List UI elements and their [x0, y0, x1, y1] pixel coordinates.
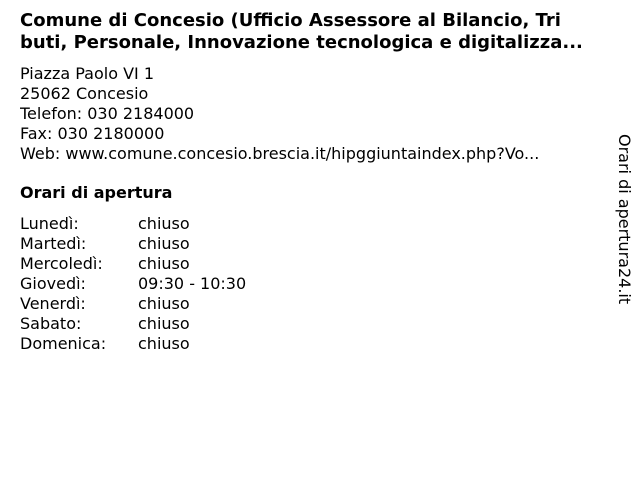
hours-row-monday — [20, 214, 246, 234]
site-brand-vertical: Orari di apertura24.it — [615, 134, 634, 305]
phone: Telefon: 030 2184000 — [20, 104, 195, 123]
day-label: Giovedì: — [20, 274, 86, 293]
day-label: Domenica: — [20, 334, 107, 353]
hours-row-thursday — [20, 274, 246, 294]
page-title-line-1: Comune di Concesio (Ufficio Assessore al Bilancio, Tri — [20, 10, 561, 31]
day-hours: 09:30 - 10:30 — [138, 274, 247, 293]
day-label: Martedì: — [20, 234, 87, 253]
address: Piazza Paolo VI 1 — [20, 64, 155, 83]
day-label: Mercoledì: — [20, 254, 103, 273]
opening-hours-table — [20, 214, 246, 354]
day-label: Lunedì: — [20, 214, 79, 233]
fax: Fax: 030 2180000 — [20, 124, 165, 143]
hours-row-saturday — [20, 314, 246, 334]
day-label: Venerdì: — [20, 294, 86, 313]
hours-row-sunday — [20, 334, 246, 354]
hours-row-tuesday — [20, 234, 246, 254]
day-hours: chiuso — [138, 234, 190, 253]
contact-info — [20, 64, 600, 164]
day-hours: chiuso — [138, 294, 190, 313]
day-hours: chiuso — [138, 314, 190, 333]
day-hours: chiuso — [138, 214, 190, 233]
page-title-line-2: buti, Personale, Innovazione tecnologica e digitalizza... — [20, 32, 583, 53]
hours-row-friday — [20, 294, 246, 314]
hours-row-wednesday — [20, 254, 246, 274]
day-label: Sabato: — [20, 314, 82, 333]
day-hours: chiuso — [138, 254, 190, 273]
postal-city: 25062 Concesio — [20, 84, 149, 103]
day-hours: chiuso — [138, 334, 190, 353]
opening-hours-heading: Orari di apertura — [20, 183, 173, 202]
page-title — [20, 10, 620, 54]
website: Web: www.comune.concesio.brescia.it/hipggiuntaindex.php?Vo... — [20, 144, 540, 163]
